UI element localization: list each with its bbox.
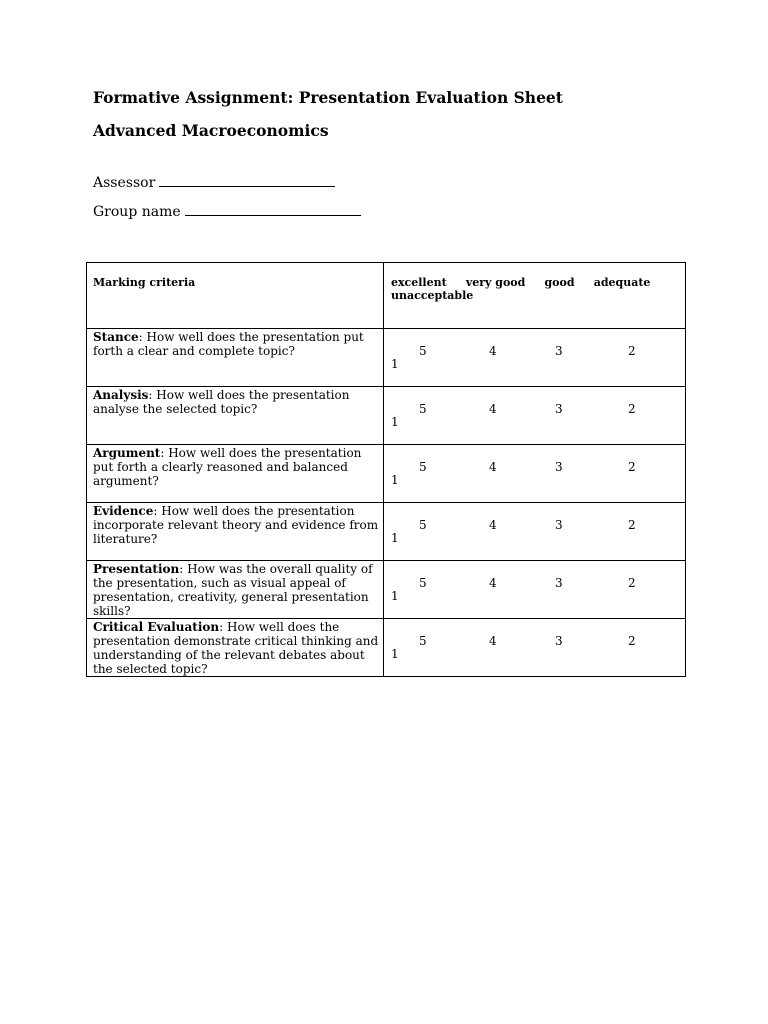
score-5[interactable]: 5: [419, 402, 427, 416]
table-row: [87, 503, 686, 561]
score-4[interactable]: 4: [489, 344, 497, 358]
score-3[interactable]: 3: [555, 344, 563, 358]
criterion-question: : How well does the presentation demonstrate critical thinking and understanding of the relevant debates about the selected topic?: [93, 620, 379, 676]
score-5[interactable]: 5: [419, 576, 427, 590]
score-3[interactable]: 3: [555, 402, 563, 416]
criterion-question: : How was the overall quality of the presentation, such as visual appeal of presentation, creativity, general presentation skills?: [93, 562, 373, 618]
course-title: Advanced Macroeconomics: [93, 121, 329, 140]
score-2[interactable]: 2: [628, 344, 636, 358]
score-3[interactable]: 3: [555, 518, 563, 532]
criterion-name: Analysis: [93, 388, 149, 402]
score-4[interactable]: 4: [489, 460, 497, 474]
criterion-question: : How well does the presentation put forth a clear and complete topic?: [93, 330, 364, 358]
criterion-cell: [87, 445, 384, 503]
assessor-field: [93, 172, 335, 191]
criterion-question: : How well does the presentation put forth a clearly reasoned and balanced argument?: [93, 446, 362, 488]
table-row: [87, 619, 686, 677]
assessor-label: Assessor: [93, 175, 156, 191]
score-cell: [384, 387, 686, 445]
evaluation-table: [86, 262, 686, 677]
criterion-question: : How well does the presentation incorporate relevant theory and evidence from literature?: [93, 504, 379, 546]
score-1[interactable]: 1: [391, 589, 399, 603]
criterion-name: Critical Evaluation: [93, 620, 220, 634]
score-3[interactable]: 3: [555, 634, 563, 648]
criterion-cell: [87, 619, 384, 677]
score-1[interactable]: 1: [391, 357, 399, 371]
score-1[interactable]: 1: [391, 415, 399, 429]
criterion-name: Stance: [93, 330, 139, 344]
group-name-label: Group name: [93, 204, 181, 220]
group-name-field: [93, 201, 361, 220]
table-header-row: [87, 263, 686, 329]
criterion-cell: [87, 387, 384, 445]
table-row: [87, 445, 686, 503]
score-4[interactable]: 4: [489, 634, 497, 648]
table-row: [87, 561, 686, 619]
score-1[interactable]: 1: [391, 473, 399, 487]
score-1[interactable]: 1: [391, 531, 399, 545]
criterion-cell: [87, 329, 384, 387]
score-5[interactable]: 5: [419, 344, 427, 358]
score-2[interactable]: 2: [628, 518, 636, 532]
score-5[interactable]: 5: [419, 460, 427, 474]
score-5[interactable]: 5: [419, 518, 427, 532]
scale-label-adequate: adequate: [593, 276, 651, 289]
score-2[interactable]: 2: [628, 634, 636, 648]
score-4[interactable]: 4: [489, 576, 497, 590]
score-4[interactable]: 4: [489, 402, 497, 416]
score-cell: [384, 619, 686, 677]
header-rating-scale: [384, 263, 686, 329]
scale-label-unacceptable: unacceptable: [391, 289, 474, 302]
score-cell: [384, 561, 686, 619]
criterion-name: Argument: [93, 446, 161, 460]
score-1[interactable]: 1: [391, 647, 399, 661]
header-marking-criteria: Marking criteria: [87, 263, 384, 329]
score-3[interactable]: 3: [555, 576, 563, 590]
criterion-name: Evidence: [93, 504, 154, 518]
score-3[interactable]: 3: [555, 460, 563, 474]
score-5[interactable]: 5: [419, 634, 427, 648]
assessor-blank-line[interactable]: [159, 172, 335, 187]
score-cell: [384, 445, 686, 503]
criterion-cell: [87, 561, 384, 619]
document-title: Formative Assignment: Presentation Evaluation Sheet: [93, 88, 563, 107]
scale-label-good: good: [544, 276, 575, 289]
criterion-name: Presentation: [93, 562, 180, 576]
scale-label-excellent: excellent: [391, 276, 447, 289]
score-4[interactable]: 4: [489, 518, 497, 532]
table-row: [87, 387, 686, 445]
table-row: [87, 329, 686, 387]
criterion-question: : How well does the presentation analyse the selected topic?: [93, 388, 350, 416]
score-cell: [384, 503, 686, 561]
score-cell: [384, 329, 686, 387]
scale-label-very-good: very good: [465, 276, 526, 289]
group-name-blank-line[interactable]: [185, 201, 361, 216]
score-2[interactable]: 2: [628, 576, 636, 590]
score-2[interactable]: 2: [628, 402, 636, 416]
score-2[interactable]: 2: [628, 460, 636, 474]
criterion-cell: [87, 503, 384, 561]
